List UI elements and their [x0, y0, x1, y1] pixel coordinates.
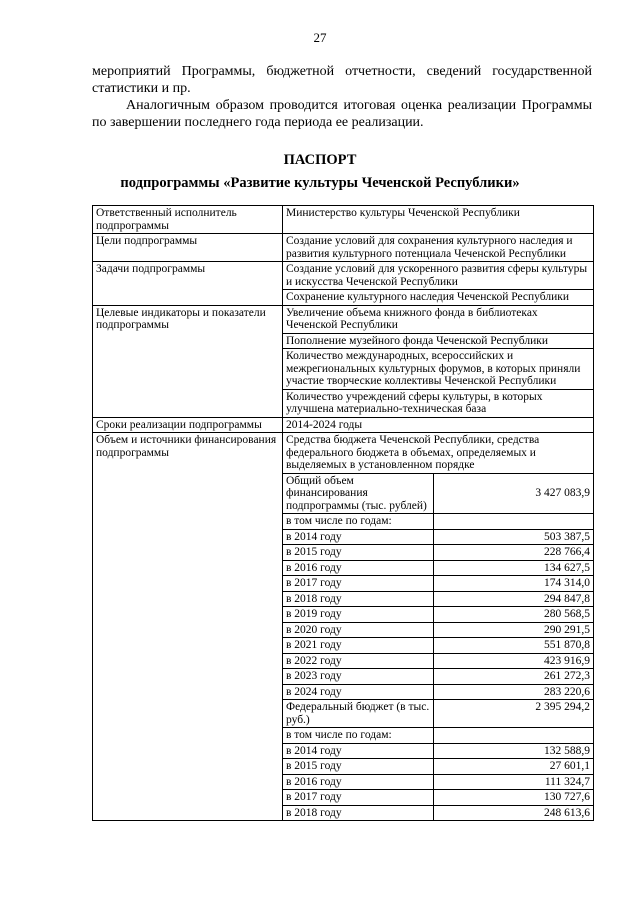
by-years-label: в том числе по годам:	[283, 514, 434, 530]
year-label: в 2018 году	[283, 805, 434, 821]
task-item: Создание условий для ускоренного развития сферы культуры и искусства Чеченской Республики	[283, 262, 594, 290]
executor-value: Министерство культуры Чеченской Республики	[283, 206, 594, 234]
year-value: 261 272,3	[434, 669, 594, 685]
year-value: 27 601,1	[434, 759, 594, 775]
year-label: в 2015 году	[283, 759, 434, 775]
year-value: 134 627,5	[434, 560, 594, 576]
federal-budget-label: Федеральный бюджет (в тыс. руб.)	[283, 700, 434, 728]
indicator-item: Количество учреждений сферы культуры, в которых улучшена материально-техническая база	[283, 389, 594, 417]
year-value: 290 291,5	[434, 622, 594, 638]
indicator-item: Пополнение музейного фонда Чеченской Республики	[283, 333, 594, 349]
year-value: 423 916,9	[434, 653, 594, 669]
year-label: в 2021 году	[283, 638, 434, 654]
table-row	[93, 206, 594, 234]
year-label: в 2023 году	[283, 669, 434, 685]
table-row	[93, 417, 594, 433]
passport-title: ПАСПОРТ	[283, 152, 357, 168]
year-label: в 2019 году	[283, 607, 434, 623]
goals-label: Цели подпрограммы	[93, 234, 283, 262]
passport-table	[92, 205, 594, 821]
year-value: 294 847,8	[434, 591, 594, 607]
executor-label: Ответственный исполнитель подпрограммы	[93, 206, 283, 234]
year-label: в 2024 году	[283, 684, 434, 700]
table-row	[93, 305, 594, 333]
year-value: 228 766,4	[434, 545, 594, 561]
funding-label: Объем и источники финансирования подпрограммы	[93, 433, 283, 821]
indicator-item: Увеличение объема книжного фонда в библиотеках Чеченской Республики	[283, 305, 594, 333]
year-label: в 2015 году	[283, 545, 434, 561]
indicators-label: Целевые индикаторы и показатели подпрограммы	[93, 305, 283, 417]
year-label: в 2017 году	[283, 790, 434, 806]
year-value: 174 314,0	[434, 576, 594, 592]
table-row	[93, 433, 594, 474]
year-value: 551 870,8	[434, 638, 594, 654]
year-value: 132 588,9	[434, 743, 594, 759]
empty-cell	[434, 728, 594, 744]
year-label: в 2014 году	[283, 743, 434, 759]
year-label: в 2016 году	[283, 774, 434, 790]
year-label: в 2016 году	[283, 560, 434, 576]
year-label: в 2018 году	[283, 591, 434, 607]
empty-cell	[434, 514, 594, 530]
year-value: 280 568,5	[434, 607, 594, 623]
tasks-label: Задачи подпрограммы	[93, 262, 283, 306]
year-value: 248 613,6	[434, 805, 594, 821]
federal-by-years-label: в том числе по годам:	[283, 728, 434, 744]
goals-value: Создание условий для сохранения культурного наследия и развития культурного потенциала Чеченской Республики	[283, 234, 594, 262]
table-row	[93, 262, 594, 290]
intro-paragraph-2: Аналогичным образом проводится итоговая оценка реализации Программы по завершении последнего года периода ее реализации.	[92, 98, 592, 130]
year-label: в 2020 году	[283, 622, 434, 638]
intro-paragraph-1: мероприятий Программы, бюджетной отчетности, сведений государственной статистики и пр.	[92, 64, 592, 96]
table-row	[93, 234, 594, 262]
page-number: 27	[313, 30, 327, 45]
total-funding-label: Общий объем финансирования подпрограммы (тыс. рублей)	[283, 473, 434, 514]
year-label: в 2022 году	[283, 653, 434, 669]
funding-sources: Средства бюджета Чеченской Республики, средства федерального бюджета в объемах, определяемых и выделяемых в установленном порядке	[283, 433, 594, 474]
task-item: Сохранение культурного наследия Чеченской Республики	[283, 290, 594, 306]
year-value: 503 387,5	[434, 529, 594, 545]
year-label: в 2017 году	[283, 576, 434, 592]
year-value: 111 324,7	[434, 774, 594, 790]
indicator-item: Количество международных, всероссийских и межрегиональных культурных форумов, в которых приняли участие творческие коллективы Чеченской Республики	[283, 349, 594, 390]
year-label: в 2014 году	[283, 529, 434, 545]
terms-value: 2014-2024 годы	[283, 417, 594, 433]
terms-label: Сроки реализации подпрограммы	[93, 417, 283, 433]
total-funding-value: 3 427 083,9	[434, 473, 594, 514]
federal-budget-value: 2 395 294,2	[434, 700, 594, 728]
passport-subtitle: подпрограммы «Развитие культуры Чеченской Республики»	[120, 175, 520, 191]
year-value: 130 727,6	[434, 790, 594, 806]
year-value: 283 220,6	[434, 684, 594, 700]
